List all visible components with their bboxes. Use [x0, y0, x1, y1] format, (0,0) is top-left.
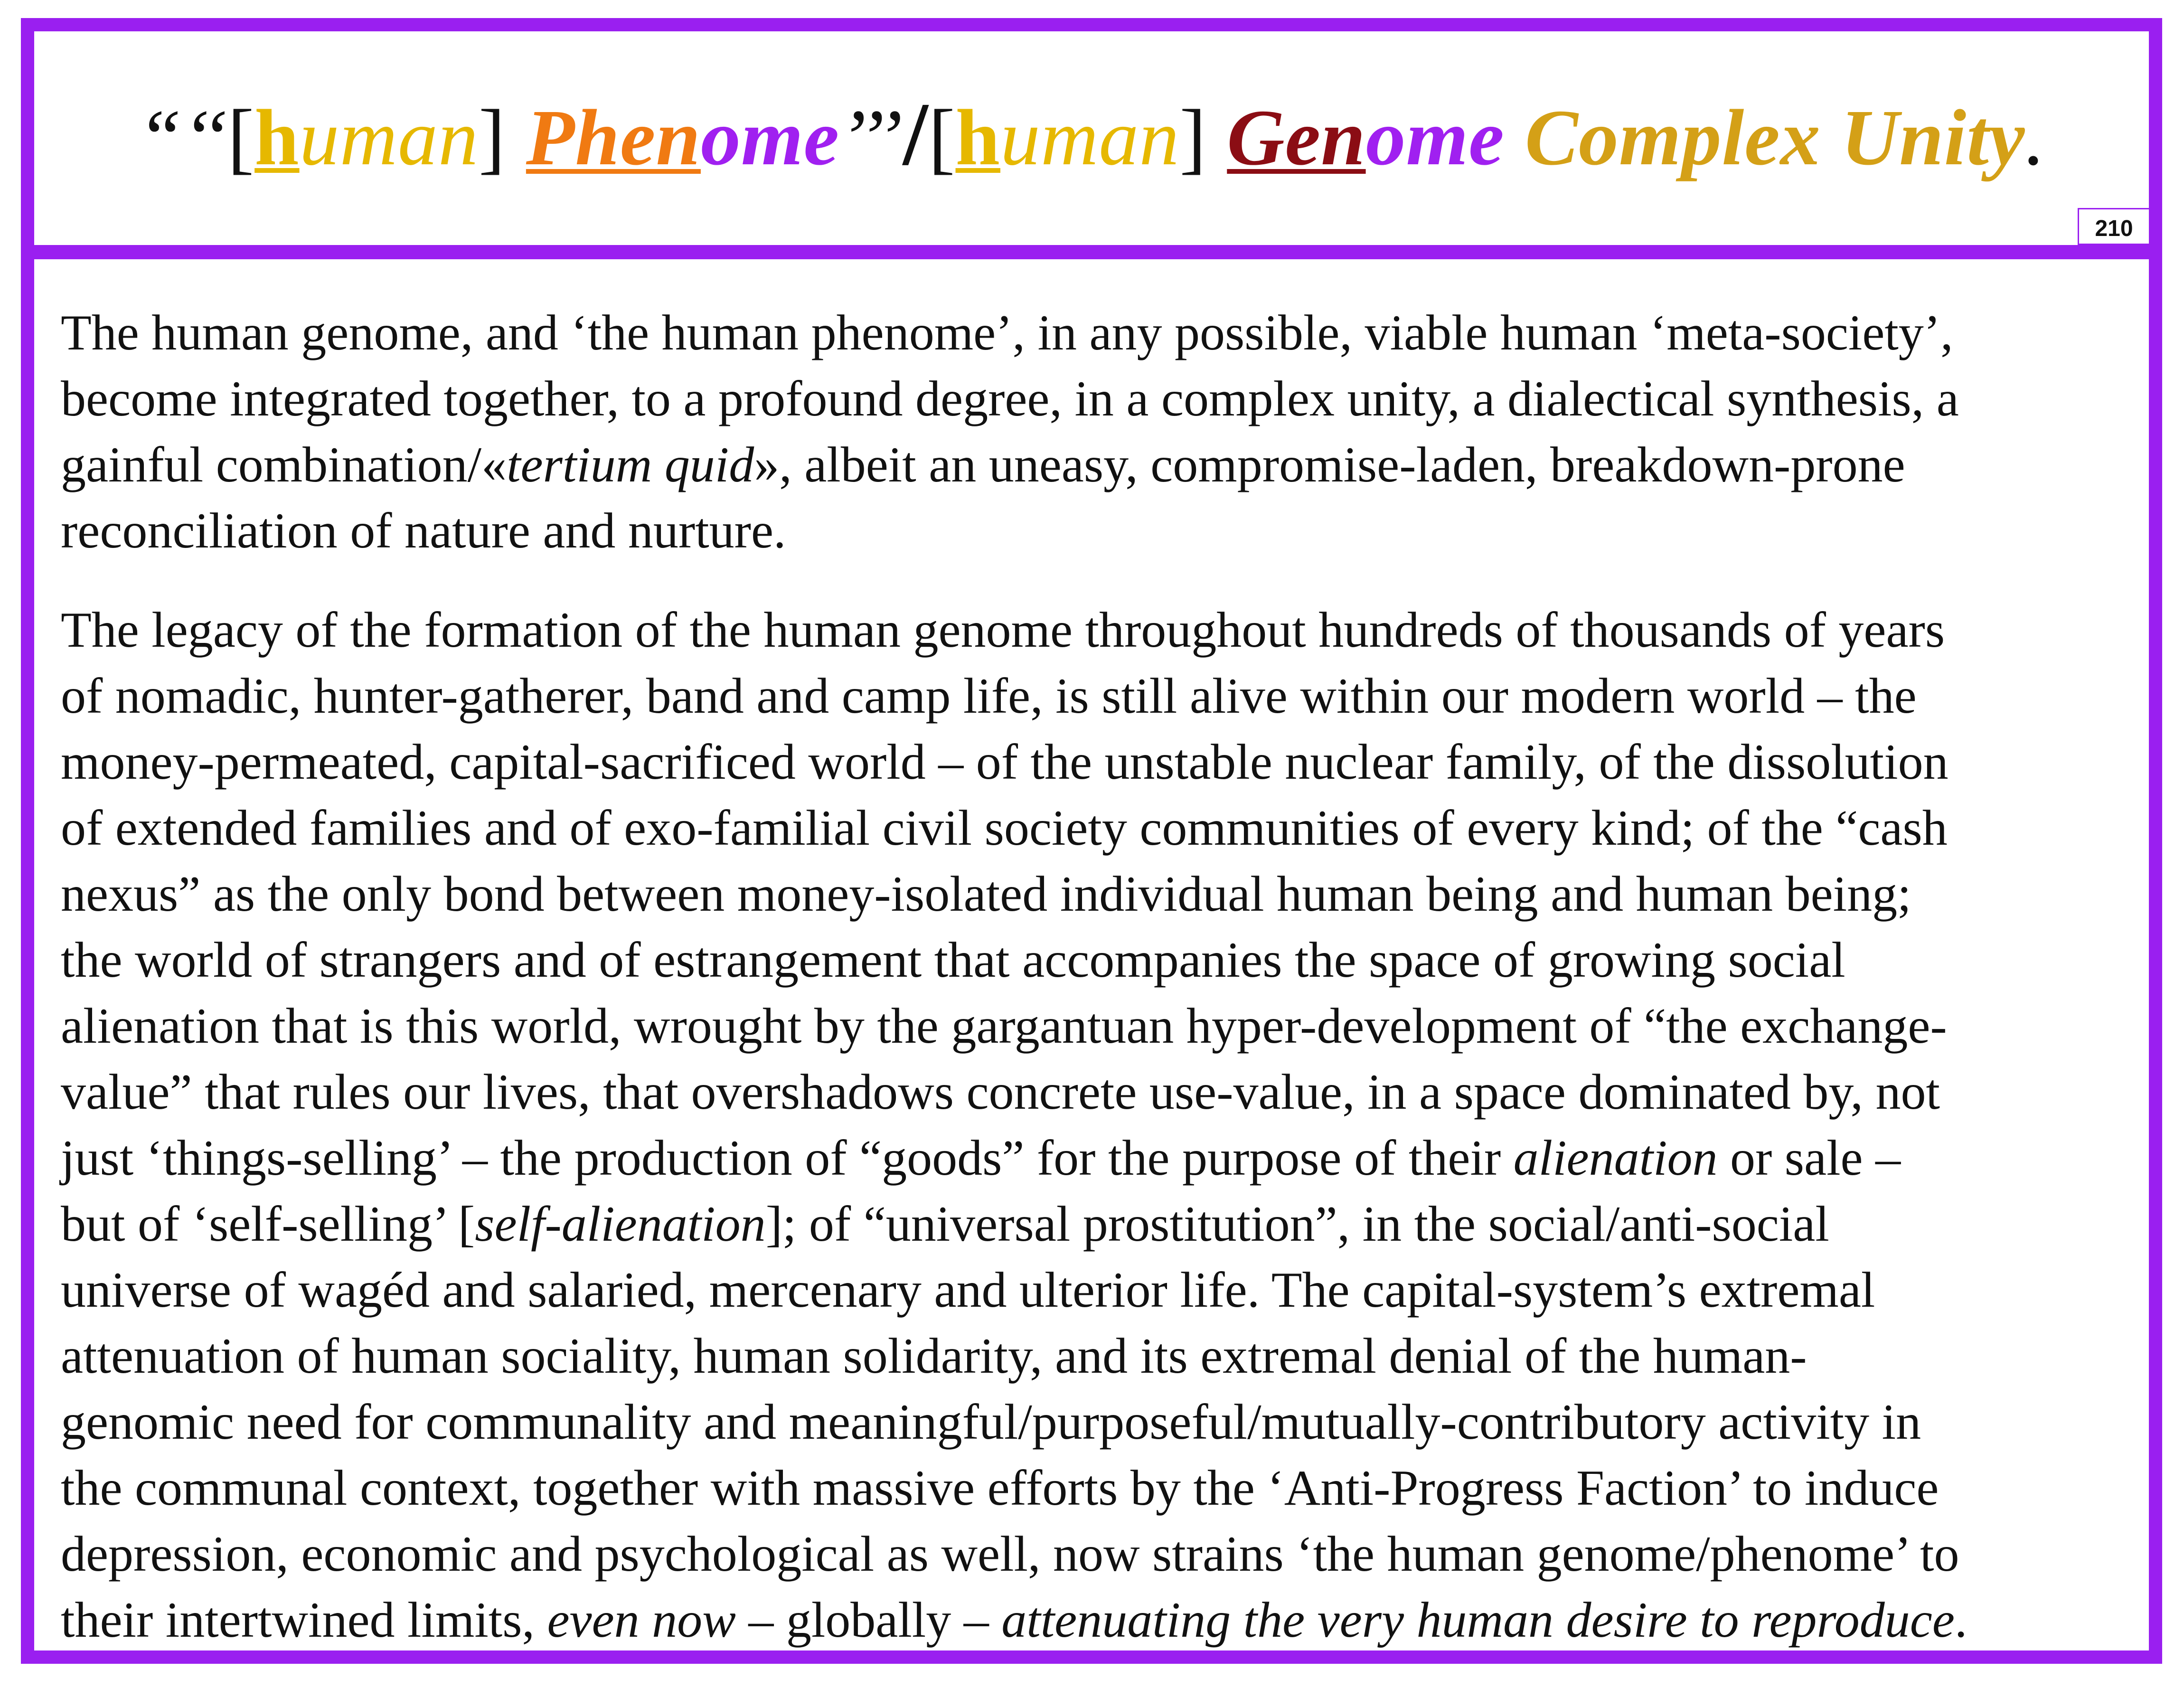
- text-run: .: [1954, 1592, 1967, 1648]
- title-bracket-open: [: [227, 94, 255, 182]
- text-line: [61, 1191, 2150, 1257]
- title-slash: /: [903, 85, 929, 184]
- text-line: of extended families and of exo-familial civil society communities of every kind; of the “cash: [61, 800, 1948, 856]
- paragraph-2: [61, 597, 2150, 1653]
- title-banner: [34, 31, 2149, 245]
- title-h-letter-2: h: [955, 94, 1000, 182]
- title-ome: ome: [700, 94, 840, 182]
- text-line: money-permeated, capital-sacrificed world – of the unstable nuclear family, of the dissolution: [61, 734, 1949, 790]
- title-complex-unity: Complex Unity: [1525, 94, 2025, 182]
- text-run: ]; of “universal prostitution”, in the social/anti-social: [765, 1196, 1829, 1252]
- text-line: universe of wagéd and salaried, mercenary and ulterior life. The capital-system’s extremal: [61, 1262, 1875, 1318]
- text-line: [61, 1587, 2150, 1653]
- text-line: value” that rules our lives, that overshadows concrete use-value, in a space dominated by, not: [61, 1064, 1940, 1120]
- title-open-quote: “‘‘: [137, 94, 228, 182]
- text-line: depression, economic and psychological as well, now strains ‘the human genome/phenome’ to: [61, 1526, 1959, 1582]
- title-uman: uman: [299, 94, 479, 182]
- header-divider: [34, 245, 2149, 259]
- text-line: nexus” as the only bond between money-isolated individual human being and human being;: [61, 866, 1911, 922]
- text-line: reconciliation of nature and nurture.: [61, 503, 786, 558]
- text-line: the communal context, together with massive efforts by the ‘Anti-Progress Faction’ to induce: [61, 1460, 1939, 1516]
- title-period: .: [2025, 94, 2046, 182]
- text-run: their intertwined limits,: [61, 1592, 547, 1648]
- italic-run: alienation: [1513, 1130, 1718, 1186]
- text-line: genomic need for communality and meaningful/purposeful/mutually-contributory activity in: [61, 1394, 1921, 1450]
- title-phen: Phen: [526, 94, 701, 182]
- text-line: [61, 432, 2150, 498]
- title-gen: Gen: [1227, 94, 1366, 182]
- text-line: become integrated together, to a profound degree, in a complex unity, a dialectical synthesis, a: [61, 371, 1959, 426]
- paragraph-gap: [61, 564, 2150, 597]
- text-run: just ‘things-selling’ – the production of “goods” for the purpose of their: [61, 1130, 1514, 1186]
- text-line: attenuation of human sociality, human solidarity, and its extremal denial of the human-: [61, 1328, 1807, 1384]
- title-h-letter: h: [254, 94, 300, 182]
- text-run: – globally –: [735, 1592, 1002, 1648]
- title-bracket-open-2: [: [928, 94, 956, 182]
- title-uman-2: uman: [1000, 94, 1180, 182]
- title-ome-2: ome: [1365, 94, 1505, 182]
- page-title: [137, 85, 2046, 184]
- italic-run: attenuating the very human desire to reproduce: [1001, 1592, 1955, 1648]
- text-run: gainful combination/«: [61, 437, 507, 492]
- text-line: The legacy of the formation of the human genome throughout hundreds of thousands of years: [61, 602, 1945, 658]
- text-line: of nomadic, hunter-gatherer, band and camp life, is still alive within our modern world – the: [61, 668, 1917, 724]
- title-close-quote: ’’’: [839, 94, 903, 182]
- text-line: alienation that is this world, wrought by the gargantuan hyper-development of “the exchange-: [61, 998, 1947, 1054]
- italic-run: even now: [547, 1592, 736, 1648]
- text-line: the world of strangers and of estrangement that accompanies the space of growing social: [61, 932, 1845, 988]
- page-number: 210: [2078, 208, 2149, 245]
- page-frame: [21, 18, 2162, 1664]
- text-line: [61, 1125, 2150, 1191]
- text-run: or sale –: [1717, 1130, 1901, 1186]
- text-line: The human genome, and ‘the human phenome’, in any possible, viable human ‘meta-society’,: [61, 305, 1953, 360]
- title-bracket-close-2: ]: [1179, 94, 1207, 182]
- text-run: but of ‘self-selling’ [: [61, 1196, 475, 1252]
- title-bracket-close: ]: [478, 94, 506, 182]
- body-text: [61, 300, 2150, 1653]
- italic-run: tertium quid: [507, 437, 754, 492]
- text-run: », albeit an uneasy, compromise-laden, breakdown-prone: [754, 437, 1905, 492]
- paragraph-1: [61, 300, 2150, 564]
- italic-run: self-alienation: [475, 1196, 766, 1252]
